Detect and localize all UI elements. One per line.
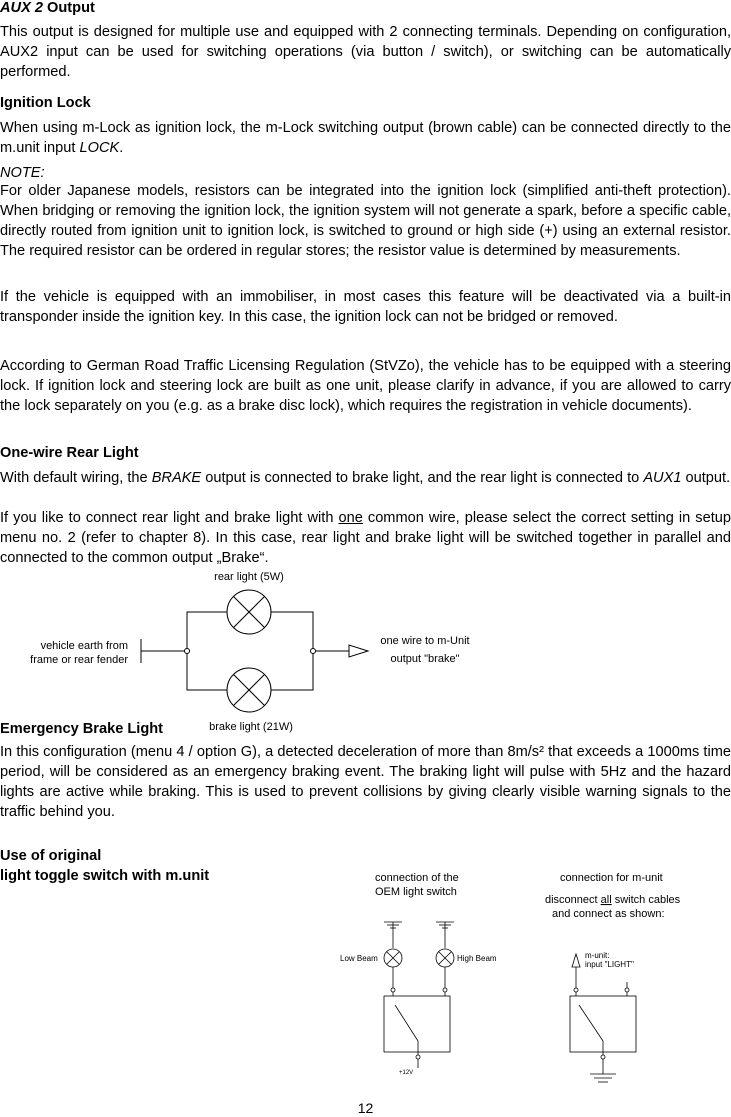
oem-terminal-high <box>443 988 447 992</box>
junction-right <box>311 649 316 654</box>
rear-light-lamp-icon <box>227 590 271 634</box>
page-number: 12 <box>357 1100 374 1116</box>
munit-terminal-ground <box>601 1055 605 1059</box>
munit-heading: connection for m-unit <box>560 872 663 884</box>
oem-heading-line1: connection of the <box>375 872 459 884</box>
ignition-heading: Ignition Lock <box>0 95 91 111</box>
ignition-note-text: For older Japanese models, resistors can be integrated into the ignition lock (simplified anti-theft protection). When bridging or removing the ignition lock, the ignition system will not generate a spark, before a specific cable, directly routed from ignition unit to ignition lock, is switched to ground or high side (+) using an external resistor. The required resistor can be ordered in regular stores; the resistor value is determined by measurements. <box>0 183 731 259</box>
plus12v-label: +12V <box>399 1070 414 1076</box>
emergency-heading: Emergency Brake Light <box>0 721 164 737</box>
brake-light-label: brake light (21W) <box>209 721 293 733</box>
onewire-paragraph-1: With default wiring, the BRAKE output is connected to brake light, and the rear light is connected to AUX1 output. <box>0 470 731 486</box>
oem-heading-line2: OEM light switch <box>375 886 457 898</box>
munit-terminal-light <box>574 988 578 992</box>
wiring-lines <box>141 612 368 690</box>
low-beam-label: Low Beam <box>340 954 378 963</box>
ignition-paragraph-3: According to German Road Traffic Licensing Regulation (StVZo), the vehicle has to be equipped with a steering lock. If ignition lock and steering lock are built as one unit, please clarify in advance, if you are allowed to carry the lock separately on you (e.g. as a brake disc lock), which requires the registration in vehicle documents). <box>0 358 731 414</box>
ignition-paragraph-2: If the vehicle is equipped with an immobiliser, in most cases this feature will be deactivated via a built-in transponder inside the ignition key. In this case, the ignition lock can not be bridged or removed. <box>0 289 731 325</box>
light-switch-wiring-diagram <box>0 868 731 1103</box>
munit-label-line1: m-unit: <box>585 951 610 960</box>
munit-label-line2: input "LIGHT" <box>585 960 634 969</box>
munit-terminal-unused <box>625 988 629 992</box>
onewire-paragraph-2: If you like to connect rear light and brake light with one common wire, please select the correct setting in setup menu no. 2 (refer to chapter 8). In this case, rear light and brake light will be switched together in parallel and connected to the common output „Brake“. <box>0 510 731 566</box>
oem-terminal-supply <box>416 1055 420 1059</box>
aux2-paragraph: This output is designed for multiple use and equipped with 2 connecting terminals. Depending on configuration, AUX2 input can be used for switching operations (via button / switch), or switching can be automatically performed. <box>0 24 731 80</box>
munit-instruction-line2: and connect as shown: <box>552 908 665 920</box>
aux2-heading: AUX 2 Output <box>0 0 95 16</box>
oem-terminal-low <box>391 988 395 992</box>
junction-left <box>185 649 190 654</box>
wire-label-line1: one wire to m-Unit <box>380 635 470 647</box>
earth-label-line1: vehicle earth from <box>40 640 128 652</box>
ignition-note-label: NOTE: <box>0 165 45 181</box>
oem-circuit <box>384 922 454 1068</box>
brake-light-lamp-icon <box>227 668 271 712</box>
toggle-heading: Use of original light toggle switch with m.unit <box>0 848 210 884</box>
munit-circuit <box>570 954 636 1082</box>
rear-light-label: rear light (5W) <box>214 571 284 583</box>
earth-label-line2: frame or rear fender <box>30 654 128 666</box>
onewire-heading: One-wire Rear Light <box>0 445 139 461</box>
emergency-paragraph: In this configuration (menu 4 / option G), a detected deceleration of more than 8m/s² that exceeds a 1000ms time period, will be considered as an emergency braking event. The braking light will pulse with 5Hz and the hazard lights are active while braking. This is used to prevent collisions by giving clearly visible warning signals to the traffic behind you. <box>0 744 731 820</box>
wire-label-line2: output "brake" <box>390 653 460 665</box>
munit-instruction-line1: disconnect all switch cables <box>545 894 681 906</box>
parallel-lights-wiring-diagram <box>0 565 731 740</box>
ignition-paragraph-1: When using m-Lock as ignition lock, the m-Lock switching output (brown cable) can be connected directly to the m.unit input LOCK. <box>0 120 731 156</box>
high-beam-label: High Beam <box>457 954 497 963</box>
